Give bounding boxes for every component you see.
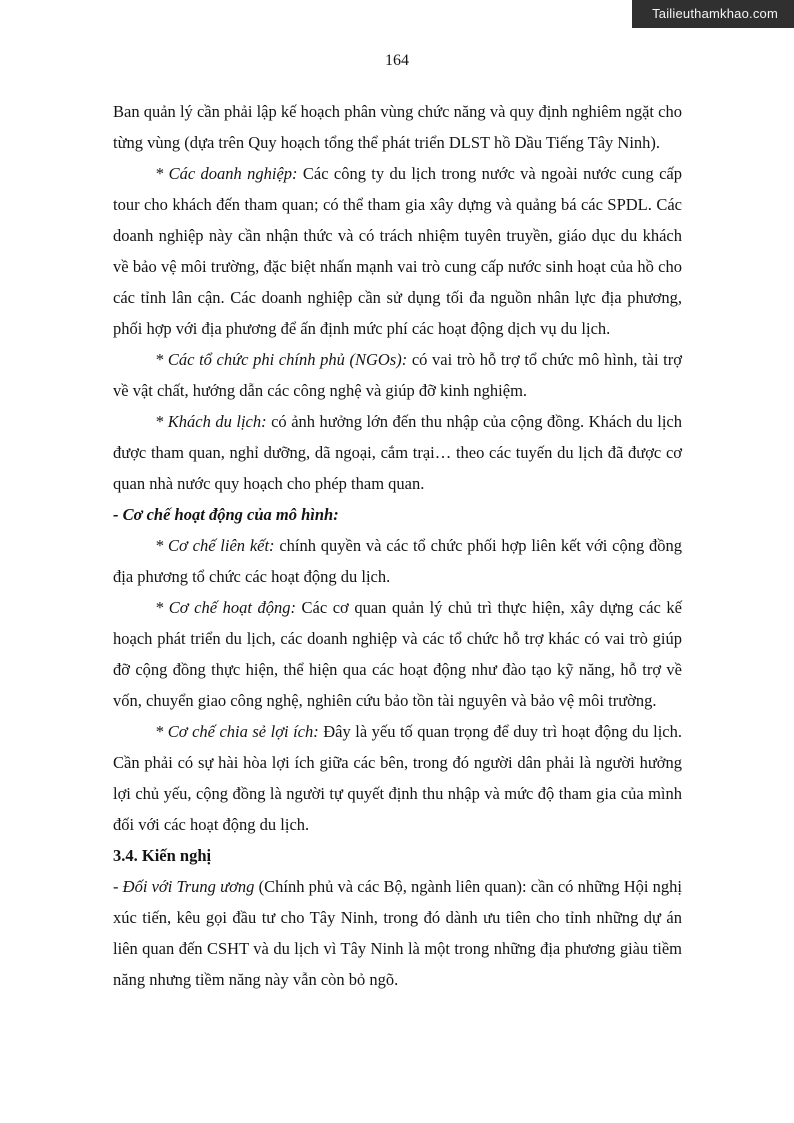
paragraph	[113, 530, 682, 592]
paragraph	[113, 716, 682, 840]
paragraph-segment: * Các tổ chức phi chính phủ (NGOs):	[155, 350, 412, 369]
paragraph	[113, 158, 682, 344]
paragraph-segment: Các cơ quan quản lý chủ trì thực hiện, xây dựng các kế hoạch phát triển du lịch, các doanh nghiệp và các tổ chức hỗ trợ khác có vai trò giúp đỡ cộng đồng thực hiện, thể hiện qua các hoạt động như đào tạo kỹ năng, hỗ trợ về vốn, chuyển giao công nghệ, nghiên cứu bảo tồn tài nguyên và bảo vệ môi trường.	[113, 598, 682, 710]
paragraph-segment: * Cơ chế hoạt động:	[155, 598, 302, 617]
watermark-text: Tailieuthamkhao.com	[652, 6, 778, 21]
paragraph	[113, 406, 682, 499]
paragraph-segment: có vai trò hỗ trợ tổ chức mô hình, tài trợ về vật chất, hướng dẫn các công nghệ và giúp đỡ kinh nghiệm.	[113, 350, 682, 400]
paragraph	[113, 592, 682, 716]
paragraph-segment: (Chính phủ và các Bộ, ngành liên quan): cần có những Hội nghị xúc tiến, kêu gọi đầu tư cho Tây Ninh, trong đó dành ưu tiên cho tỉnh những dự án liên quan đến CSHT và du lịch vì Tây Ninh là một trong những địa phương giàu tiềm năng nhưng tiềm năng này vẫn còn bỏ ngõ.	[113, 877, 682, 989]
paragraph-segment: Các công ty du lịch trong nước và ngoài nước cung cấp tour cho khách đến tham quan; có thể tham gia xây dựng và quảng bá các SPDL. Các doanh nghiệp này cần nhận thức và có trách nhiệm tuyên truyền, giáo dục du khách về bảo vệ môi trường, đặc biệt nhấn mạnh vai trò cung cấp nước sinh hoạt của hồ cho các tỉnh lân cận. Các doanh nghiệp cần sử dụng tối đa nguồn nhân lực địa phương, phối hợp với địa phương để ấn định mức phí các hoạt động dịch vụ du lịch.	[113, 164, 682, 338]
paragraph	[113, 840, 682, 871]
page-number: 164	[385, 52, 409, 69]
paragraph-segment: * Khách du lịch:	[155, 412, 272, 431]
paragraph	[113, 344, 682, 406]
paragraph	[113, 499, 682, 530]
paragraph-segment: có ảnh hưởng lớn đến thu nhập của cộng đồng. Khách du lịch được tham quan, nghỉ dưỡng, dã ngoại, cắm trại… theo các tuyến du lịch đã được cơ quan nhà nước quy hoạch cho phép tham quan.	[113, 412, 682, 493]
paragraph-segment: Ban quản lý cần phải lập kế hoạch phân vùng chức năng và quy định nghiêm ngặt cho từng vùng (dựa trên Quy hoạch tổng thể phát triển DLST hồ Dầu Tiếng Tây Ninh).	[113, 102, 682, 152]
paragraph	[113, 871, 682, 995]
watermark-banner	[632, 0, 794, 28]
document-body	[113, 96, 682, 995]
paragraph-segment: - Cơ chế hoạt động của mô hình:	[113, 505, 339, 524]
paragraph	[113, 96, 682, 158]
paragraph-segment: Đây là yếu tố quan trọng để duy trì hoạt động du lịch. Cần phải có sự hài hòa lợi ích giữa các bên, trong đó người dân phải là người hưởng lợi chủ yếu, cộng đồng là người tự quyết định thu nhập và mức độ tham gia của mình đối với các hoạt động du lịch.	[113, 722, 682, 834]
paragraph-segment: - Đối với Trung ương	[113, 877, 259, 896]
paragraph-segment: 3.4. Kiến nghị	[113, 846, 212, 865]
paragraph-segment: * Cơ chế liên kết:	[155, 536, 280, 555]
paragraph-segment: * Cơ chế chia sẻ lợi ích:	[155, 722, 324, 741]
paragraph-segment: * Các doanh nghiệp:	[155, 164, 303, 183]
paragraph-segment: chính quyền và các tổ chức phối hợp liên kết với cộng đồng địa phương tổ chức các hoạt động du lịch.	[113, 536, 682, 586]
